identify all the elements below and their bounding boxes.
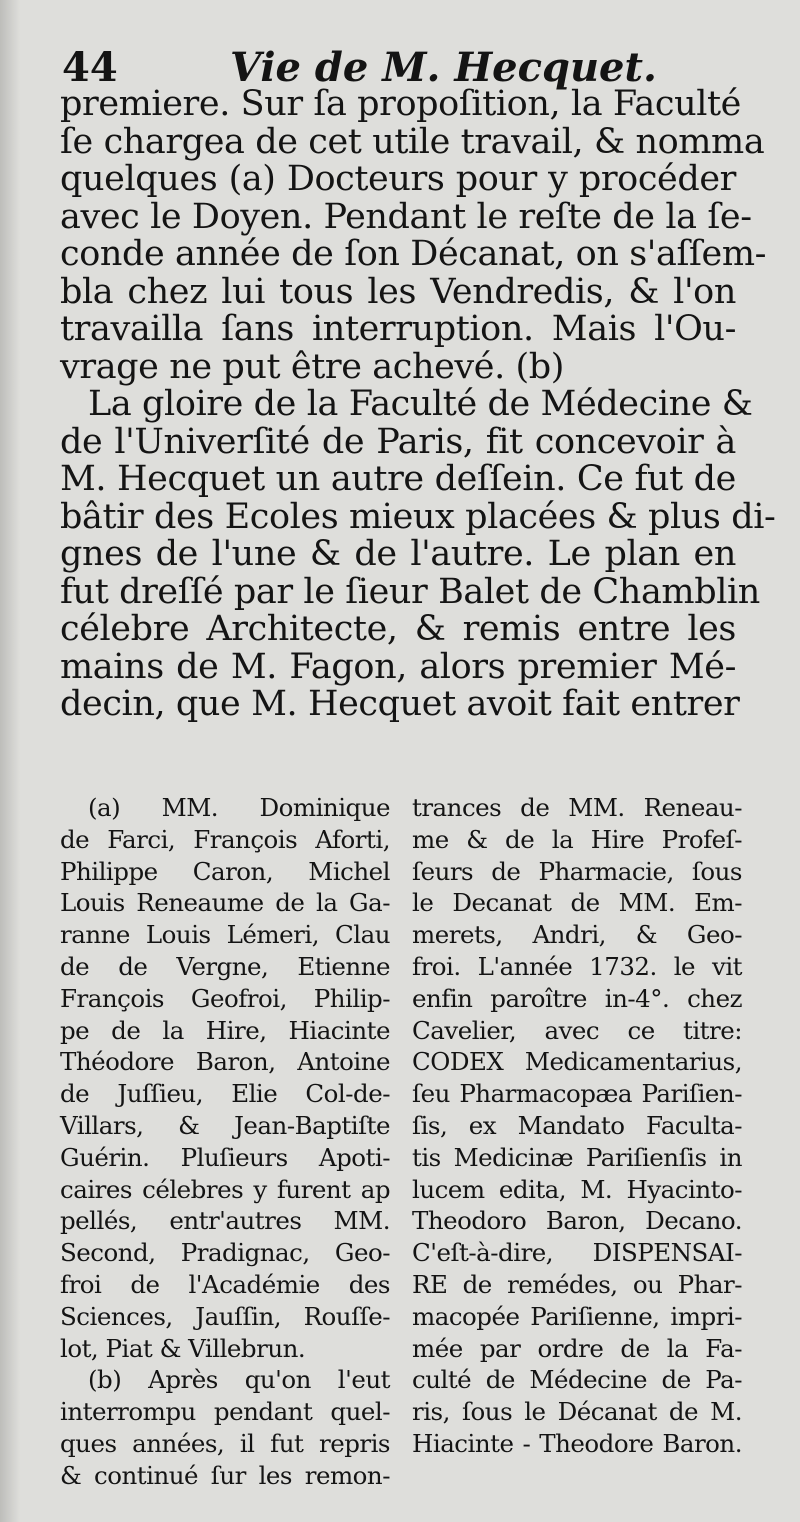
footnote-line: froi. L'année 1732. le vit — [412, 951, 742, 981]
text-line: decin, que M. Hecquet avoit fait entrer — [60, 684, 740, 724]
footnote-line: Cavelier, avec ce titre: — [412, 1015, 742, 1045]
footnote-line: Louis Reneaume de la Ga- — [60, 888, 390, 918]
footnote-column-left — [60, 792, 390, 1492]
footnote-line: pe de la Hire, Hiacinte — [60, 1015, 390, 1045]
footnote-line: Second, Pradignac, Geo- — [60, 1238, 390, 1268]
footnote-line: caires célebres y furent ap — [60, 1174, 390, 1204]
footnote-line: interrompu pendant quel- — [60, 1397, 390, 1427]
footnote-line: CODEX Medicamentarius, — [412, 1047, 742, 1077]
footnote-line: François Geofroi, Philip- — [60, 983, 390, 1013]
text-line: conde année de ſon Décanat, on s'aſſem- — [60, 234, 767, 274]
footnote-line: Philippe Caron, Michel — [60, 856, 390, 886]
footnote-line: de Juſſieu, Elie Col-de- — [60, 1079, 390, 1109]
footnote-line: lucem edita, M. Hyacinto- — [412, 1174, 742, 1204]
footnote-line: de de Vergne, Etienne — [60, 951, 390, 981]
footnote-line: C'eſt-à-dire, DISPENSAI- — [412, 1238, 742, 1268]
text-line: La gloire de la Faculté de Médecine & — [88, 384, 753, 424]
page-number: 44 — [62, 44, 118, 91]
text-line: gnes de l'une & de l'autre. Le plan en — [60, 534, 736, 574]
footnote-line: ques années, il fut repris — [60, 1428, 390, 1458]
text-line: mains de M. Fagon, alors premier Mé- — [60, 646, 736, 687]
footnote-line: Théodore Baron, Antoine — [60, 1047, 390, 1077]
footnote-line: RE de remédes, ou Phar- — [412, 1269, 742, 1299]
scan-gutter-shadow — [0, 0, 20, 1522]
footnote-line: de Farci, François Aforti, — [60, 824, 390, 854]
footnote-line: ſis, ex Mandato Faculta- — [412, 1110, 742, 1140]
footnote-line: mée par ordre de la Fa- — [412, 1333, 742, 1363]
text-line: avec le Doyen. Pendant le reſte de la ſe- — [60, 196, 752, 237]
text-line: fut dreſſé par le ſieur Balet de Chamblin — [60, 571, 760, 612]
footnote-line: ſeurs de Pharmacie, ſous — [412, 856, 742, 886]
footnote-line: enfin paroître in-4°. chez — [412, 983, 742, 1013]
footnote-line: Villars, & Jean-Baptiſte — [60, 1110, 390, 1140]
footnote-line: merets, Andri, & Geo- — [412, 920, 742, 950]
text-line: travailla ſans interruption. Mais l'Ou- — [60, 309, 736, 349]
text-line: bâtir des Ecoles mieux placées & plus di- — [60, 496, 776, 537]
footnote-line: Hiacinte - Theodore Baron. — [412, 1428, 742, 1458]
text-line: quelques (a) Docteurs pour y procéder — [60, 159, 736, 199]
footnote-line: macopée Pariſienne, impri- — [412, 1301, 742, 1331]
footnote-line: froi de l'Académie des — [60, 1269, 390, 1299]
text-line: M. Hecquet un autre deſſein. Ce fut de — [60, 459, 736, 499]
footnote-line: ranne Louis Lémeri, Clau — [60, 920, 390, 950]
footnote-line: me & de la Hire Profeſ- — [412, 824, 742, 854]
footnote-line: lot, Piat & Villebrun. — [60, 1333, 306, 1363]
footnote-line: Guérin. Pluſieurs Apoti- — [60, 1142, 390, 1172]
footnote-line: Sciences, Jauſſin, Rouſſe- — [60, 1301, 390, 1331]
footnote-line: ris, ſous le Décanat de M. — [412, 1397, 742, 1427]
text-line: vrage ne put être achevé. (b) — [60, 346, 565, 387]
footnote-line: (a) MM. Dominique — [88, 793, 390, 822]
footnote-line: trances de MM. Reneau- — [412, 793, 742, 822]
footnote-column-right — [412, 792, 742, 1460]
text-line: bla chez lui tous les Vendredis, & l'on — [60, 271, 736, 312]
footnote-line: culté de Médecine de Pa- — [412, 1365, 742, 1395]
footnote-line: tis Medicinæ Pariſienſis in — [412, 1142, 742, 1172]
main-text-block — [60, 84, 776, 724]
footnote-line: ſeu Pharmacopæa Pariſien- — [412, 1079, 742, 1109]
text-line: premiere. Sur ſa propoſition, la Faculté — [60, 84, 741, 124]
text-line: de l'Univerſité de Paris, fit concevoir à — [60, 421, 736, 462]
footnote-line: & continué ſur les remon- — [60, 1460, 390, 1490]
running-title: Vie de M. Hecquet. — [230, 44, 657, 91]
footnote-line: (b) Après qu'on l'eut — [88, 1365, 390, 1395]
footnote-line: le Decanat de MM. Em- — [412, 888, 742, 918]
footnote-line: pellés, entr'autres MM. — [60, 1206, 390, 1236]
footnote-line: Theodoro Baron, Decano. — [412, 1206, 742, 1236]
text-line: ſe chargea de cet utile travail, & nomma — [60, 121, 765, 162]
text-line: célebre Architecte, & remis entre les — [60, 609, 736, 649]
